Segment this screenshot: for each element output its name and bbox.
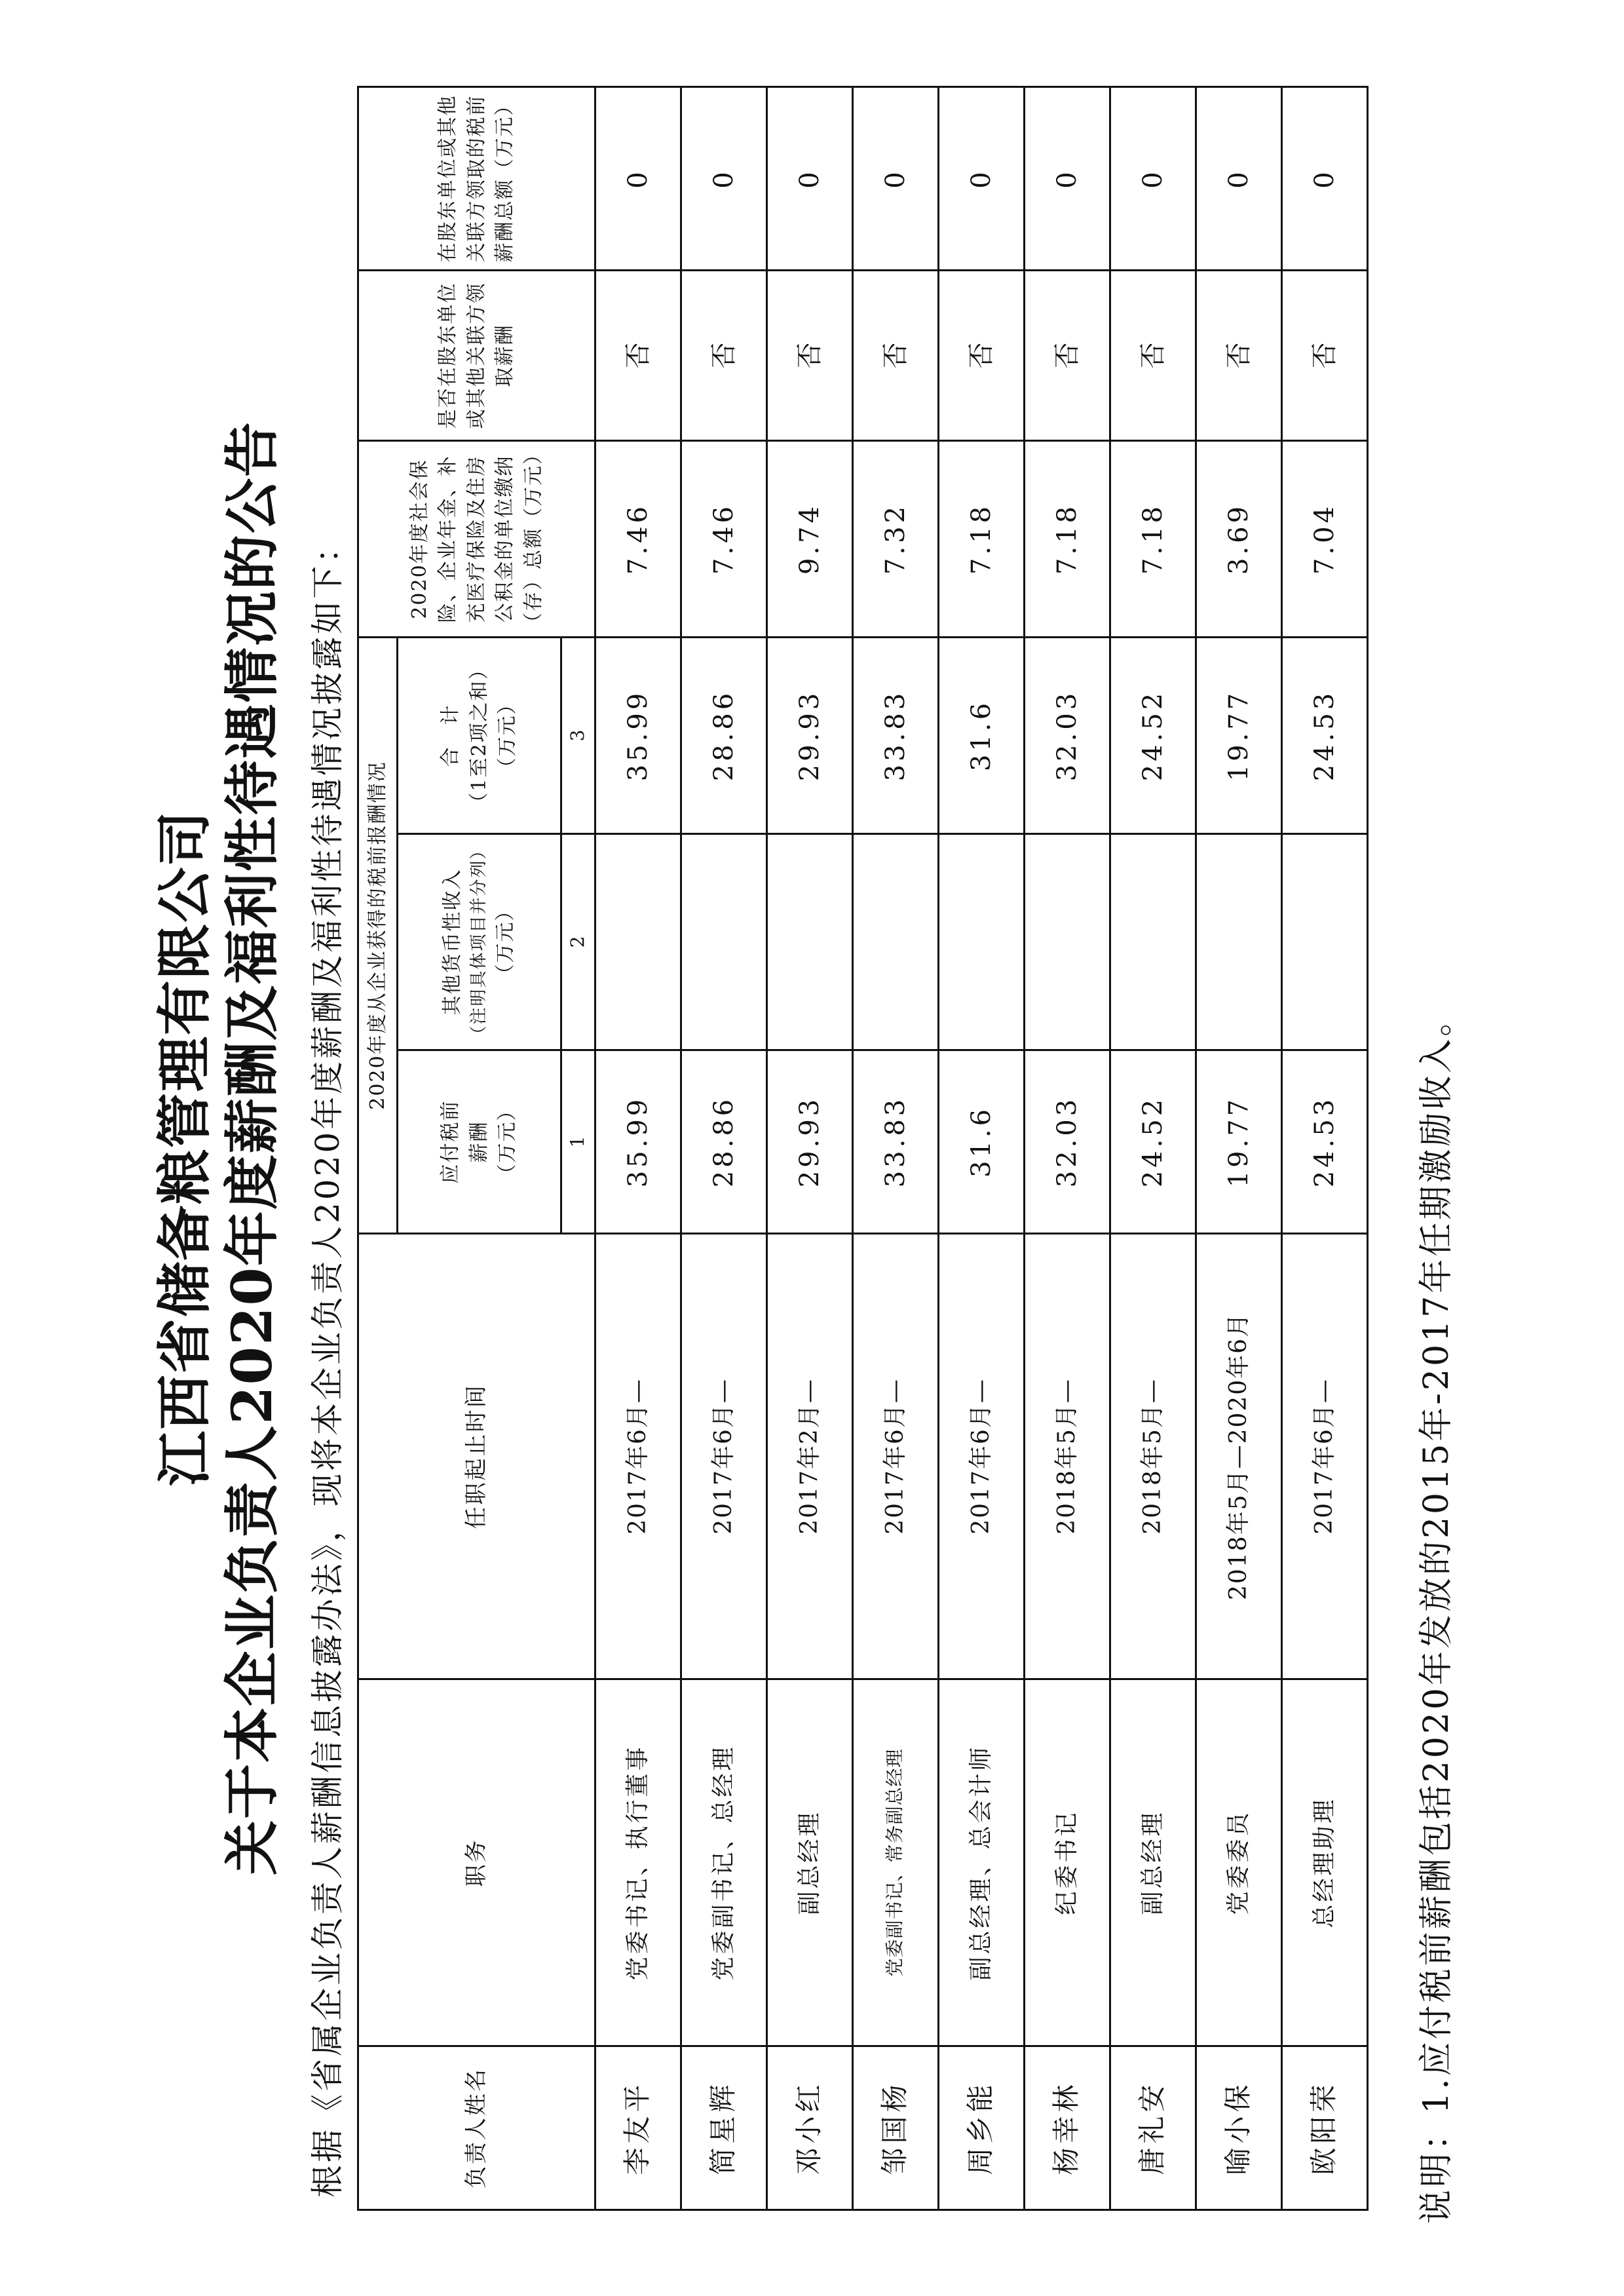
column-number-2: 2 (561, 834, 595, 1050)
cell-position: 党委副书记、总经理 (681, 1679, 766, 2046)
header-shareholder-pay: 是否在股东单位或其他关联方领取薪酬 (358, 271, 595, 441)
header-pretax-group: 2020年度从企业获得的税前报酬情况 (358, 638, 398, 1234)
cell-salary: 29.93 (766, 1050, 852, 1234)
cell-salary: 35.99 (595, 1050, 681, 1234)
cell-other-income (1024, 834, 1110, 1050)
cell-term: 2018年5月— (1024, 1234, 1110, 1679)
cell-insurance: 7.46 (681, 441, 766, 638)
header-salary (398, 1050, 561, 1234)
header-term: 任职起止时间 (358, 1234, 595, 1679)
cell-insurance: 7.46 (595, 441, 681, 638)
cell-salary: 33.83 (852, 1050, 938, 1234)
cell-total: 24.52 (1110, 638, 1196, 834)
cell-shareholder-pay: 否 (1196, 271, 1281, 441)
header-salary-line2: 薪酬 (467, 1120, 491, 1163)
header-shareholder-amount: 在股东单位或其他关联方领取的税前薪酬总额（万元） (358, 87, 595, 271)
cell-total: 19.77 (1196, 638, 1281, 834)
cell-shareholder-amount: 0 (852, 87, 938, 271)
cell-salary: 19.77 (1196, 1050, 1281, 1234)
cell-shareholder-pay: 否 (852, 271, 938, 441)
cell-name: 杨幸林 (1024, 2046, 1110, 2210)
cell-position: 副总经理 (766, 1679, 852, 2046)
cell-term: 2018年5月— (1110, 1234, 1196, 1679)
cell-shareholder-pay: 否 (681, 271, 766, 441)
cell-total: 29.93 (766, 638, 852, 834)
cell-name: 邓小红 (766, 2046, 852, 2210)
cell-name: 欧阳荣 (1281, 2046, 1367, 2210)
intro-paragraph: 根据《省属企业负责人薪酬信息披露办法》，现将本企业负责人2020年度薪酬及福利性待遇情况披露如下： (309, 527, 347, 2198)
compensation-table (357, 86, 1369, 2211)
cell-insurance: 7.04 (1281, 441, 1367, 638)
cell-shareholder-amount: 0 (1196, 87, 1281, 271)
cell-shareholder-amount: 0 (595, 87, 681, 271)
cell-position: 党委书记、执行董事 (595, 1679, 681, 2046)
header-total-line2: （1至2项之和） (467, 659, 491, 813)
cell-term: 2017年2月— (766, 1234, 852, 1679)
cell-name: 李友平 (595, 2046, 681, 2210)
table-row (681, 87, 766, 2210)
cell-insurance: 7.18 (1110, 441, 1196, 638)
cell-total: 31.6 (938, 638, 1024, 834)
cell-total: 28.86 (681, 638, 766, 834)
cell-term: 2017年6月— (852, 1234, 938, 1679)
footnote: 说明：1.应付税前薪酬包括2020年发放的2015年-2017年任期激励收入。 (1417, 999, 1456, 2224)
table-row (852, 87, 938, 2210)
header-other-line1: 其他货币性收入 (441, 868, 464, 1016)
cell-shareholder-pay: 否 (766, 271, 852, 441)
cell-name: 喻小保 (1196, 2046, 1281, 2210)
cell-name: 唐礼安 (1110, 2046, 1196, 2210)
table-row (1281, 87, 1367, 2210)
cell-other-income (595, 834, 681, 1050)
cell-other-income (1196, 834, 1281, 1050)
cell-shareholder-amount: 0 (1110, 87, 1196, 271)
table-row (1024, 87, 1110, 2210)
cell-shareholder-amount: 0 (766, 87, 852, 271)
cell-other-income (766, 834, 852, 1050)
cell-shareholder-pay: 否 (938, 271, 1024, 441)
cell-insurance: 3.69 (1196, 441, 1281, 638)
cell-term: 2017年6月— (1281, 1234, 1367, 1679)
column-number-3: 3 (561, 638, 595, 834)
announcement-title: 关于本企业负责人2020年度薪酬及福利性待遇情况的公告 (219, 421, 284, 1875)
header-total (398, 638, 561, 834)
cell-position: 纪委书记 (1024, 1679, 1110, 2046)
cell-total: 32.03 (1024, 638, 1110, 834)
cell-insurance: 7.32 (852, 441, 938, 638)
cell-name: 简星辉 (681, 2046, 766, 2210)
table-row (1196, 87, 1281, 2210)
cell-insurance: 7.18 (1024, 441, 1110, 638)
table-row (938, 87, 1024, 2210)
table-row (766, 87, 852, 2210)
table-row (1110, 87, 1196, 2210)
header-name: 负责人姓名 (358, 2046, 595, 2210)
cell-position: 党委委员 (1196, 1679, 1281, 2046)
cell-salary: 31.6 (938, 1050, 1024, 1234)
cell-name: 邹国杨 (852, 2046, 938, 2210)
header-other-income (398, 834, 561, 1050)
header-total-line3: （万元） (496, 693, 519, 778)
header-insurance: 2020年度社会保险、企业年金、补充医疗保险及住房公积金的单位缴纳（存）总额（万元） (358, 441, 595, 638)
cell-salary: 24.53 (1281, 1050, 1367, 1234)
cell-shareholder-pay: 否 (1024, 271, 1110, 441)
header-other-line3: （万元） (494, 900, 518, 984)
cell-salary: 24.52 (1110, 1050, 1196, 1234)
header-salary-line3: （万元） (496, 1100, 519, 1184)
cell-salary: 32.03 (1024, 1050, 1110, 1234)
cell-name: 周乡能 (938, 2046, 1024, 2210)
cell-other-income (1110, 834, 1196, 1050)
table-row (595, 87, 681, 2210)
header-total-line1: 合 计 (439, 704, 463, 767)
cell-other-income (681, 834, 766, 1050)
cell-other-income (852, 834, 938, 1050)
cell-shareholder-pay: 否 (595, 271, 681, 441)
cell-shareholder-amount: 0 (1281, 87, 1367, 271)
cell-position: 总经理助理 (1281, 1679, 1367, 2046)
cell-term: 2017年6月— (938, 1234, 1024, 1679)
company-title: 江西省储备粮管理有限公司 (152, 810, 217, 1487)
cell-shareholder-amount: 0 (938, 87, 1024, 271)
cell-term: 2018年5月—2020年6月 (1196, 1234, 1281, 1679)
cell-position: 党委副书记、常务副总经理 (852, 1679, 938, 2046)
cell-shareholder-amount: 0 (1024, 87, 1110, 271)
cell-term: 2017年6月— (595, 1234, 681, 1679)
cell-total: 33.83 (852, 638, 938, 834)
column-number-1: 1 (561, 1050, 595, 1234)
cell-insurance: 7.18 (938, 441, 1024, 638)
cell-shareholder-pay: 否 (1281, 271, 1367, 441)
header-other-line2: （注明具体项目并分列） (468, 841, 489, 1043)
header-position: 职务 (358, 1679, 595, 2046)
header-row-group (358, 87, 398, 2210)
cell-total: 35.99 (595, 638, 681, 834)
cell-shareholder-pay: 否 (1110, 271, 1196, 441)
cell-position: 副总经理、总会计师 (938, 1679, 1024, 2046)
cell-other-income (1281, 834, 1367, 1050)
cell-term: 2017年6月— (681, 1234, 766, 1679)
cell-other-income (938, 834, 1024, 1050)
cell-total: 24.53 (1281, 638, 1367, 834)
cell-shareholder-amount: 0 (681, 87, 766, 271)
cell-salary: 28.86 (681, 1050, 766, 1234)
header-salary-line1: 应付税前 (439, 1100, 463, 1184)
cell-position: 副总经理 (1110, 1679, 1196, 2046)
cell-insurance: 9.74 (766, 441, 852, 638)
